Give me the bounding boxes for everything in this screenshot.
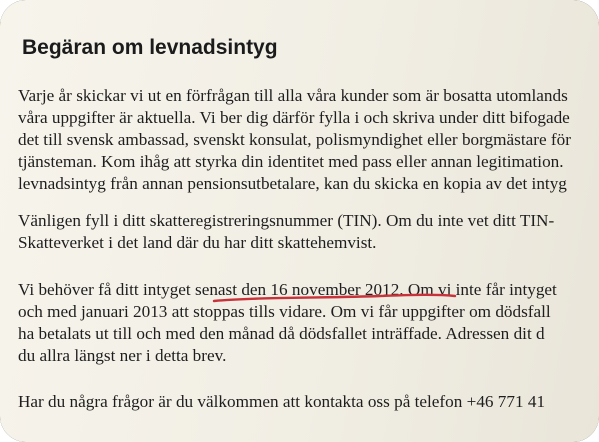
paragraph4-line: Har du några frågor är du välkommen att kontakta oss på telefon +46 771 41 [18,392,546,411]
paragraph3-line1 [18,280,557,300]
paragraph1-line: våra uppgifter är aktuella. Vi ber dig därför fylla i och skriva under ditt bifogade [18,108,570,127]
paragraph3-line: och med januari 2013 att stoppas tills vidare. Om vi får uppgifter om dödsfall [18,302,551,321]
paragraph3-line: du allra längst ner i detta brev. [18,346,227,365]
paragraph3-line: ha betalats ut till och med den månad då dödsfallet inträffade. Adressen dit d [18,324,545,343]
paragraph2-line: Vänligen fyll i ditt skatteregistreringsnummer (TIN). Om du inte vet ditt TIN- [18,211,555,230]
paragraph3-text-after: Om vi inte får intyget [403,280,557,299]
deadline-highlight: senast den 16 november 2012. [195,280,404,299]
letter-heading: Begäran om levnadsintyg [22,36,278,59]
paragraph1-line: levnadsintyg från annan pensionsutbetalare, kan du skicka en kopia av det intyg [18,174,567,193]
paragraph1-line: Varje år skickar vi ut en förfrågan till alla våra kunder som är bosatta utomlands [18,86,568,105]
paragraph2-line: Skatteverket i det land där du har ditt skattehemvist. [18,233,377,252]
paragraph1-line: det till svensk ambassad, svenskt konsulat, polismyndighet eller borgmästare för [18,130,571,149]
paragraph1-line: tjänsteman. Kom ihåg att styrka din identitet med pass eller annan legitimation. [18,152,564,171]
paragraph3-text-before: Vi behöver få ditt intyget [18,280,196,299]
